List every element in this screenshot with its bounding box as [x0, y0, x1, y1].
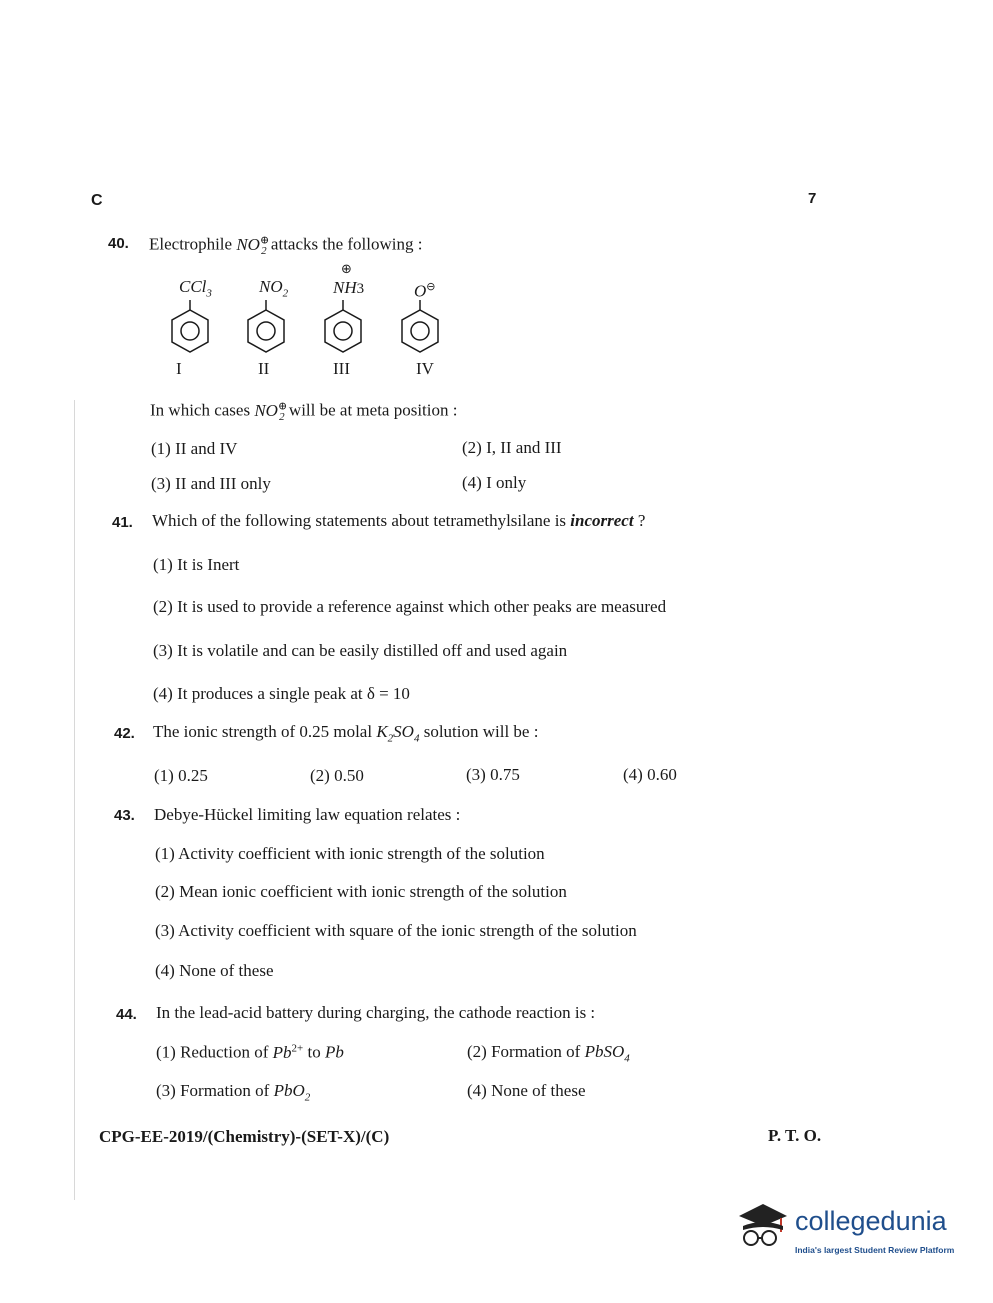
- benzene-ring-2: [248, 300, 284, 352]
- q44-option-4[interactable]: (4) None of these: [467, 1081, 586, 1100]
- q42-option-4[interactable]: (4) 0.60: [623, 765, 677, 784]
- q42-option-2[interactable]: (2) 0.50: [310, 766, 364, 785]
- benzene-ring-1: [172, 300, 208, 352]
- q43-option-2[interactable]: (2) Mean ionic coefficient with ionic strength of the solution: [155, 882, 567, 901]
- q41-number: 41.: [112, 514, 133, 531]
- q41-stem: Which of the following statements about tetramethylsilane is incorrect ?: [152, 511, 646, 530]
- scan-margin-line: [74, 400, 75, 1200]
- set-code: C: [91, 192, 103, 209]
- collegedunia-mascot-icon: [733, 1198, 793, 1258]
- q40-option-4[interactable]: (4) I only: [462, 473, 527, 492]
- q40-option-2[interactable]: (2) I, II and III: [462, 438, 562, 457]
- q42-stem: The ionic strength of 0.25 molal $K_2SO_4$ solution will be :: [153, 722, 539, 745]
- paper-code: CPG-EE-2019/(Chemistry)-(SET-X)/(C): [99, 1127, 390, 1146]
- benzene-rings-diagram: [150, 295, 470, 365]
- substituent-nh3: NH3: [333, 278, 365, 297]
- benzene-ring-3: [325, 300, 361, 352]
- molecule-label-ii: II: [258, 359, 270, 378]
- pto-label: P. T. O.: [768, 1126, 822, 1145]
- q43-option-1[interactable]: (1) Activity coefficient with ionic strength of the solution: [155, 844, 545, 863]
- q40-question: In which cases $NO^\oplus_2$ will be at meta position :: [150, 400, 458, 424]
- q43-option-4[interactable]: (4) None of these: [155, 961, 274, 980]
- substituent-no2: $NO_2$: [259, 277, 289, 300]
- q41-option-3[interactable]: (3) It is volatile and can be easily distilled off and used again: [153, 641, 568, 660]
- substituent-o-minus: O⊖: [414, 280, 436, 301]
- brand-tagline: India's largest Student Review Platform: [795, 1245, 955, 1255]
- q42-option-1[interactable]: (1) 0.25: [154, 766, 208, 785]
- molecule-label-i: I: [176, 359, 182, 378]
- q43-number: 43.: [114, 807, 135, 824]
- q40-number: 40.: [108, 235, 129, 252]
- k2so4-formula: $K_2SO_4$: [376, 722, 420, 745]
- q42-number: 42.: [114, 725, 135, 742]
- substituent-ccl3: CCl$_3$: [179, 277, 212, 300]
- q44-number: 44.: [116, 1006, 137, 1023]
- brand-name: collegedunia: [795, 1206, 947, 1236]
- q44-stem: In the lead-acid battery during charging, the cathode reaction is :: [156, 1003, 596, 1022]
- molecule-label-iii: III: [333, 359, 350, 378]
- q41-option-1[interactable]: (1) It is Inert: [153, 555, 240, 574]
- page-number: 7: [808, 190, 817, 207]
- molecule-label-iv: IV: [416, 359, 434, 378]
- charge-plus-nh3: ⊕: [341, 262, 352, 277]
- q42-option-3[interactable]: (3) 0.75: [466, 765, 520, 784]
- q44-option-1[interactable]: (1) Reduction of $Pb^{2+}$ to Pb: [156, 1042, 344, 1062]
- nitronium-formula: $NO^\oplus_2$: [236, 234, 270, 258]
- benzene-ring-4: [402, 300, 438, 352]
- q41-option-2[interactable]: (2) It is used to provide a reference against which other peaks are measured: [153, 597, 667, 616]
- q44-option-3[interactable]: (3) Formation of PbO$_2$: [156, 1081, 311, 1104]
- q43-stem: Debye-Hückel limiting law equation relates :: [154, 805, 461, 824]
- q40-option-3[interactable]: (3) II and III only: [151, 474, 271, 493]
- q44-option-2[interactable]: (2) Formation of PbSO$_4$: [467, 1042, 630, 1065]
- q40-option-1[interactable]: (1) II and IV: [151, 439, 238, 458]
- q40-stem: Electrophile $NO^\oplus_2$ attacks the following :: [149, 234, 423, 258]
- q41-option-4[interactable]: (4) It produces a single peak at δ = 10: [153, 684, 410, 703]
- q43-option-3[interactable]: (3) Activity coefficient with square of the ionic strength of the solution: [155, 921, 637, 940]
